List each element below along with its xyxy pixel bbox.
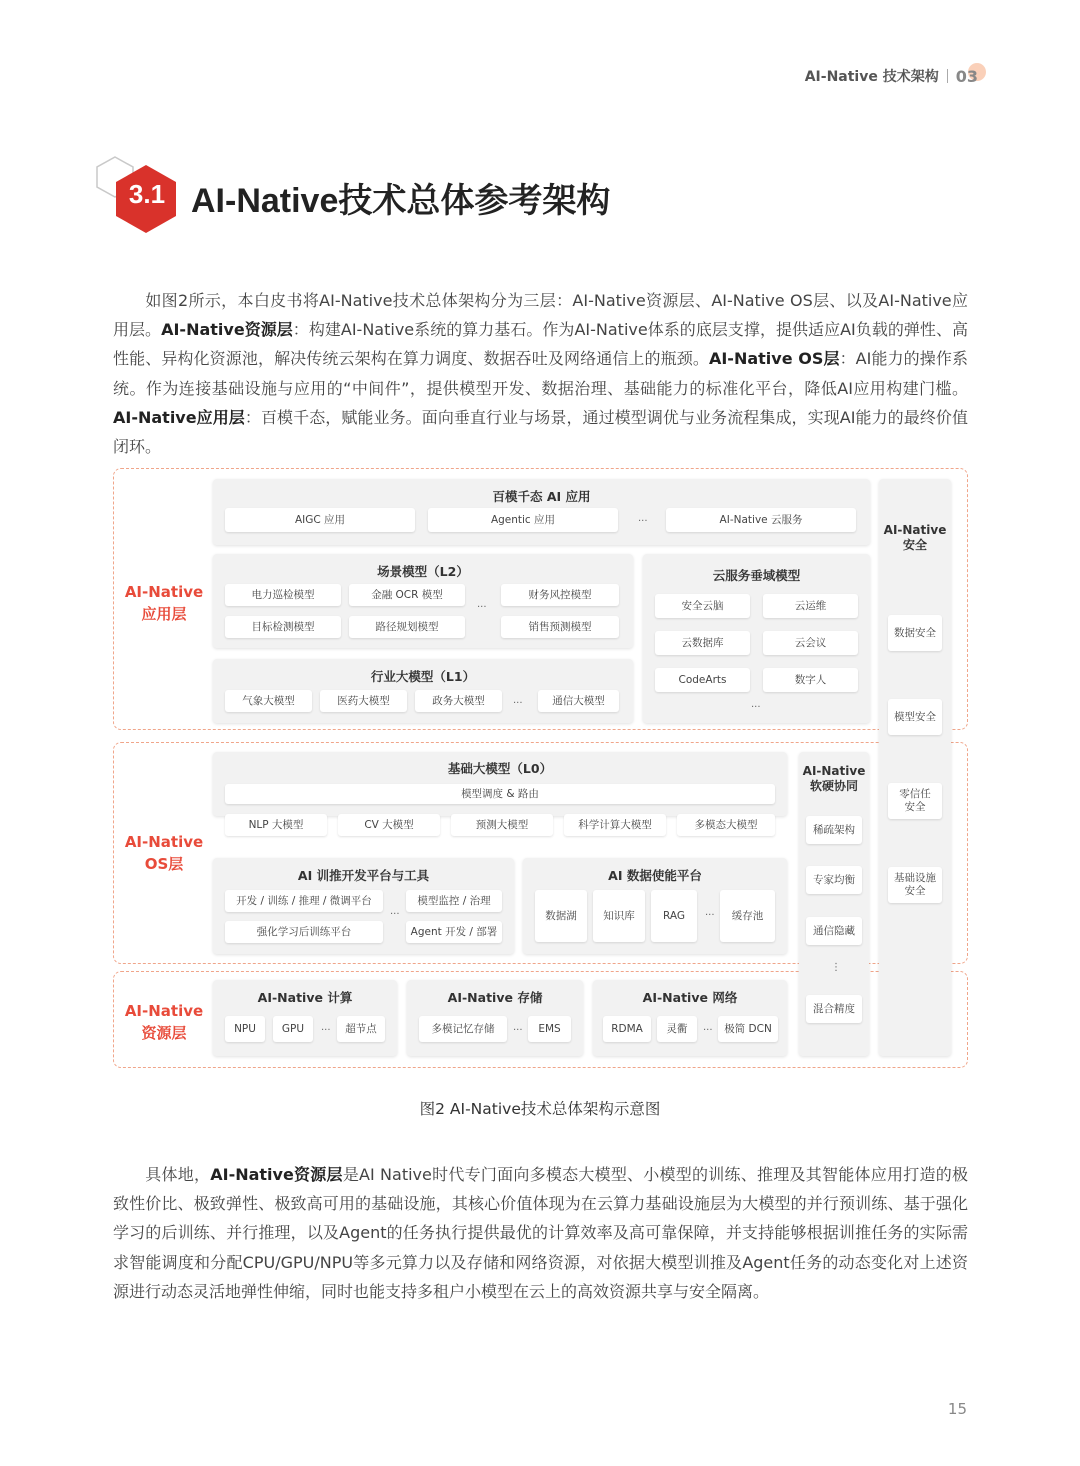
- chip-npu: NPU: [225, 1016, 265, 1042]
- panel-scene-models: [213, 554, 633, 648]
- panel-network-title: AI-Native 网络: [642, 990, 738, 1005]
- chip-scene-model: 电力巡检模型: [225, 584, 341, 606]
- panel-compute: [213, 980, 397, 1056]
- panel-security-title: AI-Native 安全: [883, 523, 947, 552]
- chip-cloud-model: 安全云脑: [655, 594, 750, 618]
- chip-scene-model: 财务风控模型: [501, 584, 619, 606]
- section-number: 3.1: [128, 179, 166, 209]
- chip-aigc-app: AIGC 应用: [225, 508, 415, 532]
- running-header: [805, 66, 978, 86]
- body-paragraph: [113, 1160, 968, 1306]
- body-bold-1: AI-Native资源层: [210, 1165, 343, 1184]
- figure-caption: 图2 AI-Native技术总体架构示意图: [419, 1100, 661, 1118]
- chip-data-security: 数据安全: [888, 615, 942, 651]
- intro-text-2: ：构建AI-Native系统的算力基石。作为AI-Native体系的底层支撑，提供适应AI负载的弹性、高性能、异构化资源池，解决传统云架构在算力调度、数据吞吐及网络通信上的瓶颈。: [113, 320, 968, 369]
- ellipsis: ...: [638, 513, 648, 524]
- panel-cloud-title: 云服务垂域模型: [712, 568, 801, 583]
- ellipsis: ...: [390, 906, 400, 917]
- ellipsis: ...: [477, 599, 487, 610]
- panel-data-platform: [523, 858, 787, 954]
- chip-cloud-model: 云会议: [763, 631, 858, 655]
- chip-ai-native-cloud-service: AI-Native 云服务: [666, 508, 856, 532]
- section-title: AI-Native技术总体参考架构: [191, 182, 611, 220]
- chip-zero-trust-security: 零信任 安全: [888, 783, 942, 819]
- chip-cloud-model: 云运维: [763, 594, 858, 618]
- panel-security: [879, 479, 951, 1056]
- panel-scene-title: 场景模型（L2）: [377, 564, 469, 579]
- panel-foundation-models: [213, 752, 787, 816]
- chip-scene-model: 金融 OCR 模型: [349, 584, 465, 606]
- chip-training-tool: 强化学习后训练平台: [225, 921, 383, 943]
- body-text-2: 是AI Native时代专门面向多模态大模型、小模型的训练、推理及其智能体应用打造的极致性价比、极致弹性、极致高可用的基础设施，其核心价值体现为在云算力基础设施层为大模型的并行预训练、基于强化学习的后训练、并行推理，以及Agent的任务执行提供最优的计算效率及高可靠保障，并支持能够根据训推任务的实际需求智能调度和分配CPU/GPU/NPU等多元算力以及存储和网络资源，对依据大模型训推及Agent任务的动态变化对上述资源进行动态灵活地弹性伸缩，同时也能支持多租户小模型在云上的高效资源共享与安全隔离。: [113, 1165, 968, 1301]
- chip-foundation-model: NLP 大模型: [225, 814, 327, 836]
- header-divider: [947, 69, 948, 83]
- chip-foundation-model: 科学计算大模型: [564, 814, 666, 836]
- panel-ai-apps: [213, 479, 870, 545]
- intro-text-4: ：百模千态，赋能业务。面向垂直行业与场景，通过模型调优与业务流程集成，实现AI能力的最终价值闭环。: [113, 407, 968, 457]
- chip-lingqu: 灵衢: [657, 1016, 697, 1042]
- chip-scene-model: 销售预测模型: [501, 616, 619, 638]
- chip-industry-model: 政务大模型: [415, 690, 502, 712]
- panel-network: [593, 980, 787, 1056]
- chip-rag: RAG: [651, 890, 697, 942]
- chip-ems: EMS: [528, 1016, 571, 1042]
- chip-infrastructure-security: 基础设施 安全: [888, 867, 942, 903]
- chapter-tag: [956, 67, 978, 86]
- chip-cloud-model: 云数据库: [655, 631, 750, 655]
- ellipsis: ...: [703, 1022, 713, 1033]
- chip-supernode: 超节点: [337, 1016, 385, 1042]
- chip-training-tool: Agent 开发 / 部署: [406, 921, 502, 943]
- chip-training-tool: 模型监控 / 治理: [406, 890, 502, 912]
- panel-compute-title: AI-Native 计算: [257, 990, 353, 1005]
- chip-scene-model: 目标检测模型: [225, 616, 341, 638]
- chip-simple-dcn: 极简 DCN: [718, 1016, 778, 1042]
- chip-training-tool: 开发 / 训练 / 推理 / 微调平台: [225, 890, 383, 912]
- body-text-1: 具体地，: [145, 1165, 211, 1184]
- chip-memory-storage: 多模记忆存储: [419, 1016, 507, 1042]
- panel-ai-apps-title: 百模千态 AI 应用: [492, 489, 591, 504]
- panel-foundation-title: 基础大模型（L0）: [447, 761, 553, 776]
- chip-foundation-model: 多模态大模型: [677, 814, 775, 836]
- chip-cache-pool: 缓存池: [720, 890, 775, 942]
- chip-rdma: RDMA: [603, 1016, 651, 1042]
- panel-industry-title: 行业大模型（L1）: [370, 669, 476, 684]
- panel-training-platform: [213, 858, 514, 954]
- panel-storage-title: AI-Native 存储: [447, 990, 543, 1005]
- chip-mixed-precision: 混合精度: [806, 995, 862, 1023]
- panel-hw-sw-codesign: [799, 752, 869, 1056]
- ellipsis: ...: [513, 1022, 523, 1033]
- chip-foundation-model: CV 大模型: [338, 814, 440, 836]
- running-header-title: AI-Native 技术架构: [804, 69, 939, 85]
- chip-communication-hiding: 通信隐藏: [806, 917, 862, 945]
- chip-expert-balancing: 专家均衡: [806, 866, 862, 894]
- chip-scene-model: 路径规划模型: [349, 616, 465, 638]
- chip-sparse-architecture: 稀疏架构: [806, 816, 862, 844]
- chip-industry-model: 通信大模型: [538, 690, 619, 712]
- ellipsis: ...: [751, 699, 761, 710]
- panel-industry-models: [213, 659, 633, 723]
- panel-training-title: AI 训推开发平台与工具: [297, 868, 430, 883]
- chip-model-security: 模型安全: [888, 699, 942, 735]
- page-number: 15: [947, 1400, 967, 1418]
- chip-industry-model: 医药大模型: [320, 690, 407, 712]
- layer-os-label: AI-Native OS层: [124, 833, 204, 873]
- chip-cloud-model: 数字人: [763, 668, 858, 692]
- chip-knowledge-base: 知识库: [593, 890, 645, 942]
- chip-foundation-model: 预测大模型: [451, 814, 553, 836]
- chip-data-lake: 数据湖: [535, 890, 587, 942]
- ellipsis: ⋮: [831, 962, 841, 973]
- panel-codesign-title: AI-Native 软硬协同: [802, 764, 866, 793]
- chip-agentic-app: Agentic 应用: [428, 508, 618, 532]
- intro-bold-3: AI-Native应用层: [113, 407, 245, 427]
- panel-cloud-vertical-models: [643, 554, 870, 723]
- ellipsis: ...: [705, 907, 715, 918]
- chip-model-router: 模型调度 & 路由: [225, 784, 775, 804]
- intro-bold-1: AI-Native资源层: [161, 320, 293, 340]
- panel-storage: [407, 980, 583, 1056]
- chip-cloud-model: CodeArts: [655, 668, 750, 692]
- intro-text-1: 如图2所示，本白皮书将AI-Native技术总体架构分为三层：AI-Native资源层、AI-Native OS层、以及AI-Native应用层。: [113, 291, 968, 340]
- chip-industry-model: 气象大模型: [225, 690, 312, 712]
- chapter-tag-text: 03: [955, 66, 978, 86]
- intro-paragraph: [113, 286, 968, 461]
- intro-bold-2: AI-Native OS层: [708, 349, 840, 369]
- ellipsis: ...: [513, 695, 523, 706]
- architecture-diagram: [113, 468, 968, 1068]
- layer-app-label: AI-Native 应用层: [124, 583, 204, 623]
- ellipsis: ...: [321, 1022, 331, 1033]
- panel-data-title: AI 数据使能平台: [608, 868, 702, 883]
- layer-res-label: AI-Native 资源层: [124, 1002, 204, 1042]
- chip-gpu: GPU: [273, 1016, 313, 1042]
- intro-text-3: ：AI能力的操作系统。作为连接基础设施与应用的“中间件”，提供模型开发、数据治理、基础能力的标准化平台，降低AI应用构建门槛。: [113, 349, 968, 398]
